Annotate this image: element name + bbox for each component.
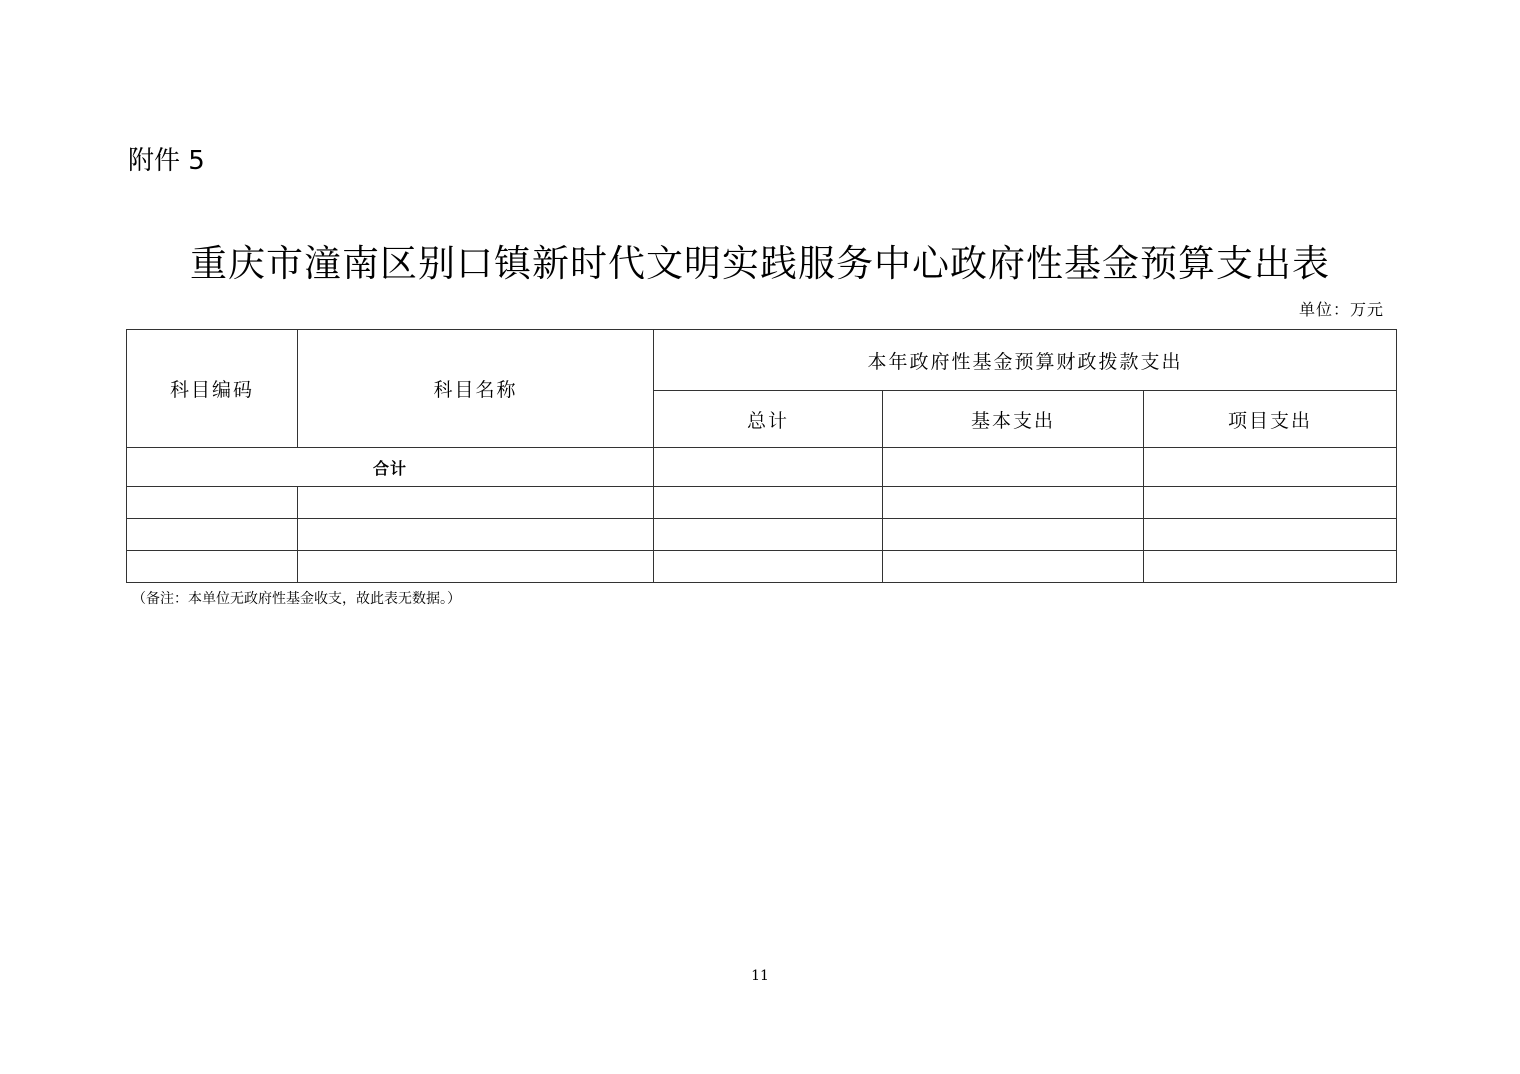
cell-basic — [883, 519, 1144, 551]
table-header-row — [127, 330, 1397, 391]
cell-name — [298, 551, 654, 583]
table-total-row — [127, 448, 1397, 487]
cell-code — [127, 551, 298, 583]
cell-project — [1144, 519, 1397, 551]
header-expenditure-group: 本年政府性基金预算财政拨款支出 — [654, 330, 1397, 391]
header-subject-name: 科目名称 — [298, 330, 654, 448]
attachment-label: 附件 5 — [128, 146, 205, 176]
cell-basic — [883, 551, 1144, 583]
table-note: （备注：本单位无政府性基金收支，故此表无数据。） — [132, 591, 461, 607]
budget-table — [126, 329, 1397, 583]
cell-total — [654, 487, 883, 519]
cell-total — [654, 519, 883, 551]
table-row — [127, 519, 1397, 551]
cell-name — [298, 487, 654, 519]
cell-name — [298, 519, 654, 551]
unit-label: 单位：万元 — [1298, 300, 1384, 319]
header-subject-code: 科目编码 — [127, 330, 298, 448]
header-total: 总计 — [654, 391, 883, 448]
cell-code — [127, 487, 298, 519]
cell-code — [127, 519, 298, 551]
total-row-label: 合计 — [127, 448, 654, 487]
cell-project — [1144, 551, 1397, 583]
cell-basic — [883, 487, 1144, 519]
total-row-project — [1144, 448, 1397, 487]
total-row-basic — [883, 448, 1144, 487]
page-title: 重庆市潼南区别口镇新时代文明实践服务中心政府性基金预算支出表 — [190, 242, 1330, 285]
cell-total — [654, 551, 883, 583]
cell-project — [1144, 487, 1397, 519]
header-basic-expenditure: 基本支出 — [883, 391, 1144, 448]
page-number: 11 — [751, 968, 769, 984]
table-row — [127, 487, 1397, 519]
total-row-total — [654, 448, 883, 487]
table-row — [127, 551, 1397, 583]
header-project-expenditure: 项目支出 — [1144, 391, 1397, 448]
